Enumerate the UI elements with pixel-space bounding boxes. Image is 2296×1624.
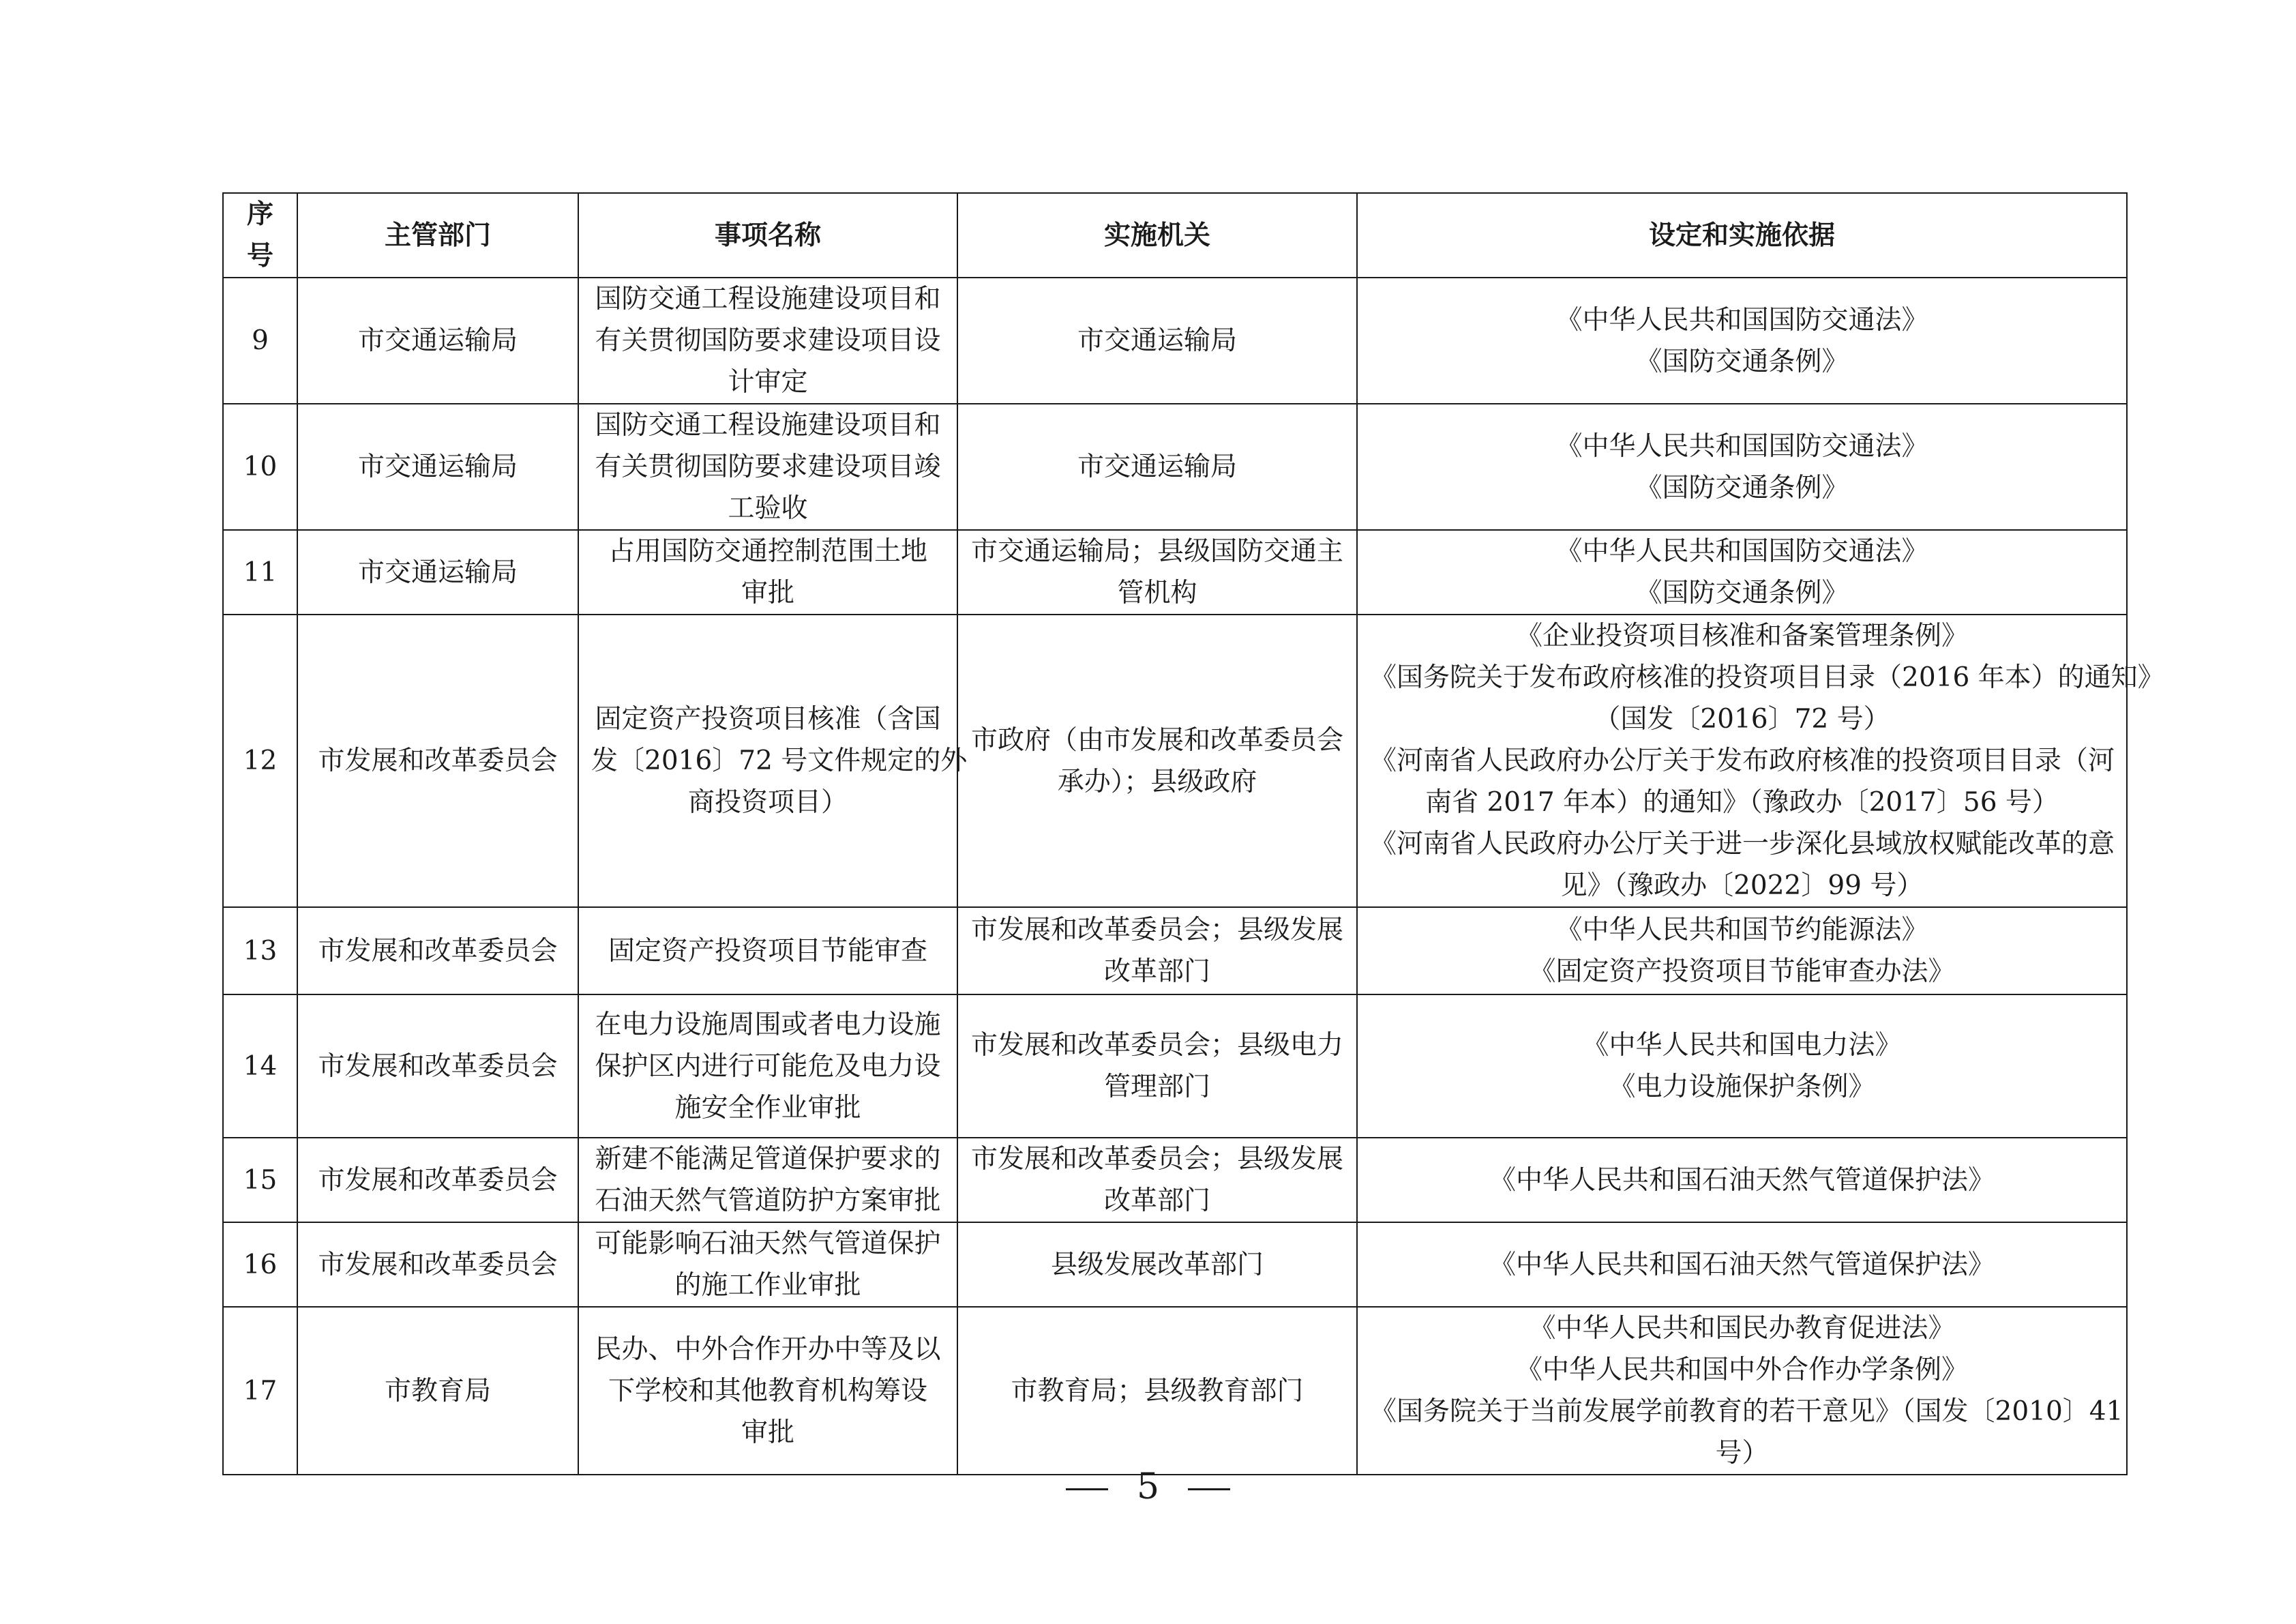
- cell-implementing-agency: [957, 994, 1357, 1138]
- cell-item-name: [578, 615, 968, 907]
- cell-item-name-line: 国防交通工程设施建设项目和: [595, 410, 941, 441]
- table-row: [223, 530, 2127, 615]
- cell-department: 市发展和改革委员会: [297, 615, 578, 907]
- cell-item-name-line: 固定资产投资项目节能审查: [608, 935, 927, 966]
- table-row: [223, 1307, 2127, 1475]
- cell-item-name-line: 施安全作业审批: [674, 1092, 861, 1123]
- cell-legal-basis-line: 《中华人民共和国中外合作办学条例》: [1515, 1355, 1968, 1385]
- cell-item-name-line: 有关贯彻国防要求建设项目设: [595, 325, 941, 356]
- cell-implementing-agency-line: 县级发展改革部门: [1050, 1249, 1264, 1280]
- header-legal-basis: 设定和实施依据: [1357, 193, 2127, 278]
- cell-department: 市交通运输局: [297, 404, 578, 530]
- cell-item-name-line: 在电力设施周围或者电力设施: [595, 1009, 941, 1040]
- cell-legal-basis-line: 《中华人民共和国国防交通法》: [1555, 304, 1928, 336]
- header-item-name: 事项名称: [578, 193, 957, 278]
- table-row: [223, 615, 2127, 907]
- cell-item-name-line: 固定资产投资项目核准（含国: [595, 704, 941, 735]
- cell-serial-number: 16: [223, 1222, 297, 1307]
- cell-legal-basis-line: 《企业投资项目核准和备案管理条例》: [1515, 621, 1968, 651]
- cell-legal-basis-line: （国发〔2016〕72 号）: [1594, 704, 1890, 735]
- cell-legal-basis-line: 《电力设施保护条例》: [1609, 1072, 1875, 1102]
- cell-item-name: [578, 1138, 957, 1222]
- cell-implementing-agency: [957, 278, 1357, 404]
- cell-implementing-agency-line: 市发展和改革委员会；县级发展: [970, 915, 1343, 945]
- cell-department: 市发展和改革委员会: [297, 1222, 578, 1307]
- cell-item-name-line: 的施工作业审批: [674, 1270, 861, 1301]
- cell-legal-basis-line: 号）: [1715, 1438, 1769, 1468]
- cell-item-name-line: 发〔2016〕72 号文件规定的外: [591, 745, 968, 776]
- cell-item-name: [578, 994, 957, 1138]
- cell-item-name-line: 民办、中外合作开办中等及以: [595, 1333, 941, 1365]
- cell-item-name-line: 国防交通工程设施建设项目和: [595, 284, 941, 314]
- cell-item-name-line: 新建不能满足管道保护要求的: [595, 1144, 941, 1175]
- cell-legal-basis-line: 《国防交通条例》: [1635, 472, 1849, 503]
- cell-item-name-line: 下学校和其他教育机构筹设: [608, 1375, 927, 1406]
- table-body: [223, 278, 2164, 1475]
- cell-implementing-agency-line: 市教育局；县级教育部门: [1011, 1375, 1304, 1406]
- table-row: [223, 404, 2127, 530]
- cell-item-name-line: 保护区内进行可能危及电力设: [595, 1050, 941, 1082]
- cell-implementing-agency: [957, 530, 1357, 615]
- cell-department: 市教育局: [297, 1307, 578, 1475]
- cell-serial-number: 13: [223, 907, 297, 994]
- table-row: [223, 1138, 2127, 1222]
- cell-item-name: [578, 530, 957, 615]
- page-number: 5: [1136, 1466, 1160, 1507]
- cell-legal-basis-line: 《国务院关于发布政府核准的投资项目目录（2016 年本）的通知》: [1370, 662, 2164, 693]
- cell-department: 市交通运输局: [297, 530, 578, 615]
- cell-item-name-line: 可能影响石油天然气管道保护: [595, 1228, 941, 1259]
- cell-legal-basis-line: 见》（豫政办〔2022〕99 号）: [1560, 870, 1924, 901]
- cell-department: 市发展和改革委员会: [297, 1138, 578, 1222]
- cell-department: 市发展和改革委员会: [297, 907, 578, 994]
- cell-legal-basis-line: 《中华人民共和国石油天然气管道保护法》: [1489, 1164, 1995, 1196]
- table-header-row: [223, 193, 2127, 278]
- cell-implementing-agency-line: 改革部门: [1103, 956, 1210, 987]
- cell-department: 市发展和改革委员会: [297, 994, 578, 1138]
- cell-item-name-line: 有关贯彻国防要求建设项目竣: [595, 452, 941, 482]
- cell-serial-number: 12: [223, 615, 297, 907]
- cell-serial-number: 14: [223, 994, 297, 1138]
- right-dash: [1188, 1488, 1230, 1490]
- cell-legal-basis-line: 南省 2017 年本）的通知》（豫政办〔2017〕56 号）: [1425, 787, 2059, 818]
- cell-legal-basis: [1357, 278, 2127, 404]
- cell-implementing-agency: [957, 1222, 1357, 1307]
- cell-serial-number: 9: [223, 278, 297, 404]
- cell-legal-basis-line: 《河南省人民政府办公厅关于进一步深化县域放权赋能改革的意: [1370, 829, 2115, 859]
- cell-legal-basis-line: 《中华人民共和国节约能源法》: [1555, 915, 1928, 945]
- cell-implementing-agency-line: 市政府（由市发展和改革委员会: [970, 724, 1343, 756]
- cell-implementing-agency: [957, 907, 1357, 994]
- cell-item-name: [578, 1307, 957, 1475]
- cell-implementing-agency-line: 市交通运输局: [1077, 452, 1237, 482]
- table-row: [223, 1222, 2127, 1307]
- cell-item-name-line: 占用国防交通控制范围土地: [608, 536, 927, 567]
- cell-legal-basis-line: 《中华人民共和国石油天然气管道保护法》: [1489, 1249, 1995, 1280]
- cell-item-name: [578, 278, 957, 404]
- cell-legal-basis: [1357, 530, 2127, 615]
- cell-item-name-line: 计审定: [728, 367, 808, 398]
- cell-legal-basis: [1357, 1222, 2127, 1307]
- cell-serial-number: 11: [223, 530, 297, 615]
- cell-implementing-agency-line: 改革部门: [1103, 1185, 1210, 1216]
- cell-implementing-agency-line: 管机构: [1117, 578, 1197, 608]
- cell-item-name: [578, 1222, 957, 1307]
- approval-items-table: [222, 192, 2164, 1475]
- cell-legal-basis-line: 《国务院关于当前发展学前教育的若干意见》（国发〔2010〕41: [1370, 1396, 2123, 1427]
- cell-implementing-agency-line: 管理部门: [1103, 1072, 1210, 1102]
- table-row: [223, 994, 2127, 1138]
- cell-item-name-line: 石油天然气管道防护方案审批: [595, 1185, 941, 1216]
- cell-legal-basis-line: 《国防交通条例》: [1635, 346, 1849, 377]
- cell-item-name-line: 商投资项目）: [687, 787, 848, 818]
- left-dash: [1066, 1488, 1108, 1490]
- header-implementing-agency: 实施机关: [957, 193, 1357, 278]
- header-department: 主管部门: [297, 193, 578, 278]
- cell-department: 市交通运输局: [297, 278, 578, 404]
- cell-legal-basis-line: 《中华人民共和国国防交通法》: [1555, 536, 1928, 567]
- cell-legal-basis-line: 《河南省人民政府办公厅关于发布政府核准的投资项目目录（河: [1370, 745, 2115, 776]
- cell-legal-basis: [1357, 907, 2127, 994]
- cell-implementing-agency: [957, 404, 1357, 530]
- cell-implementing-agency: [957, 1307, 1357, 1475]
- cell-legal-basis: [1357, 615, 2164, 907]
- cell-implementing-agency-line: 承办）；县级政府: [1057, 766, 1257, 797]
- cell-implementing-agency: [957, 1138, 1357, 1222]
- cell-legal-basis-line: 《中华人民共和国国防交通法》: [1555, 430, 1928, 462]
- cell-implementing-agency-line: 市发展和改革委员会；县级发展: [970, 1144, 1343, 1175]
- cell-item-name-line: 审批: [741, 578, 794, 608]
- cell-implementing-agency-line: 市交通运输局；县级国防交通主: [970, 536, 1343, 567]
- cell-legal-basis: [1357, 1138, 2127, 1222]
- cell-legal-basis-line: 《中华人民共和国电力法》: [1582, 1030, 1902, 1061]
- table-row: [223, 907, 2127, 994]
- cell-legal-basis: [1357, 994, 2127, 1138]
- cell-implementing-agency-line: 市发展和改革委员会；县级电力: [970, 1030, 1343, 1061]
- cell-item-name-line: 审批: [741, 1417, 794, 1448]
- cell-item-name: [578, 404, 957, 530]
- cell-item-name-line: 工验收: [728, 493, 808, 524]
- cell-item-name: [578, 907, 957, 994]
- header-serial-number: 序号: [223, 193, 297, 278]
- cell-serial-number: 15: [223, 1138, 297, 1222]
- cell-legal-basis-line: 《中华人民共和国民办教育促进法》: [1529, 1313, 1955, 1344]
- table-row: [223, 278, 2127, 404]
- cell-implementing-agency-line: 市交通运输局: [1077, 325, 1237, 356]
- cell-serial-number: 17: [223, 1307, 297, 1475]
- cell-legal-basis: [1357, 404, 2127, 530]
- cell-legal-basis-line: 《国防交通条例》: [1635, 578, 1849, 608]
- cell-serial-number: 10: [223, 404, 297, 530]
- cell-legal-basis: [1357, 1307, 2127, 1475]
- cell-legal-basis-line: 《固定资产投资项目节能审查办法》: [1529, 956, 1955, 987]
- cell-implementing-agency: [957, 615, 1357, 907]
- page-footer: [0, 1466, 2296, 1507]
